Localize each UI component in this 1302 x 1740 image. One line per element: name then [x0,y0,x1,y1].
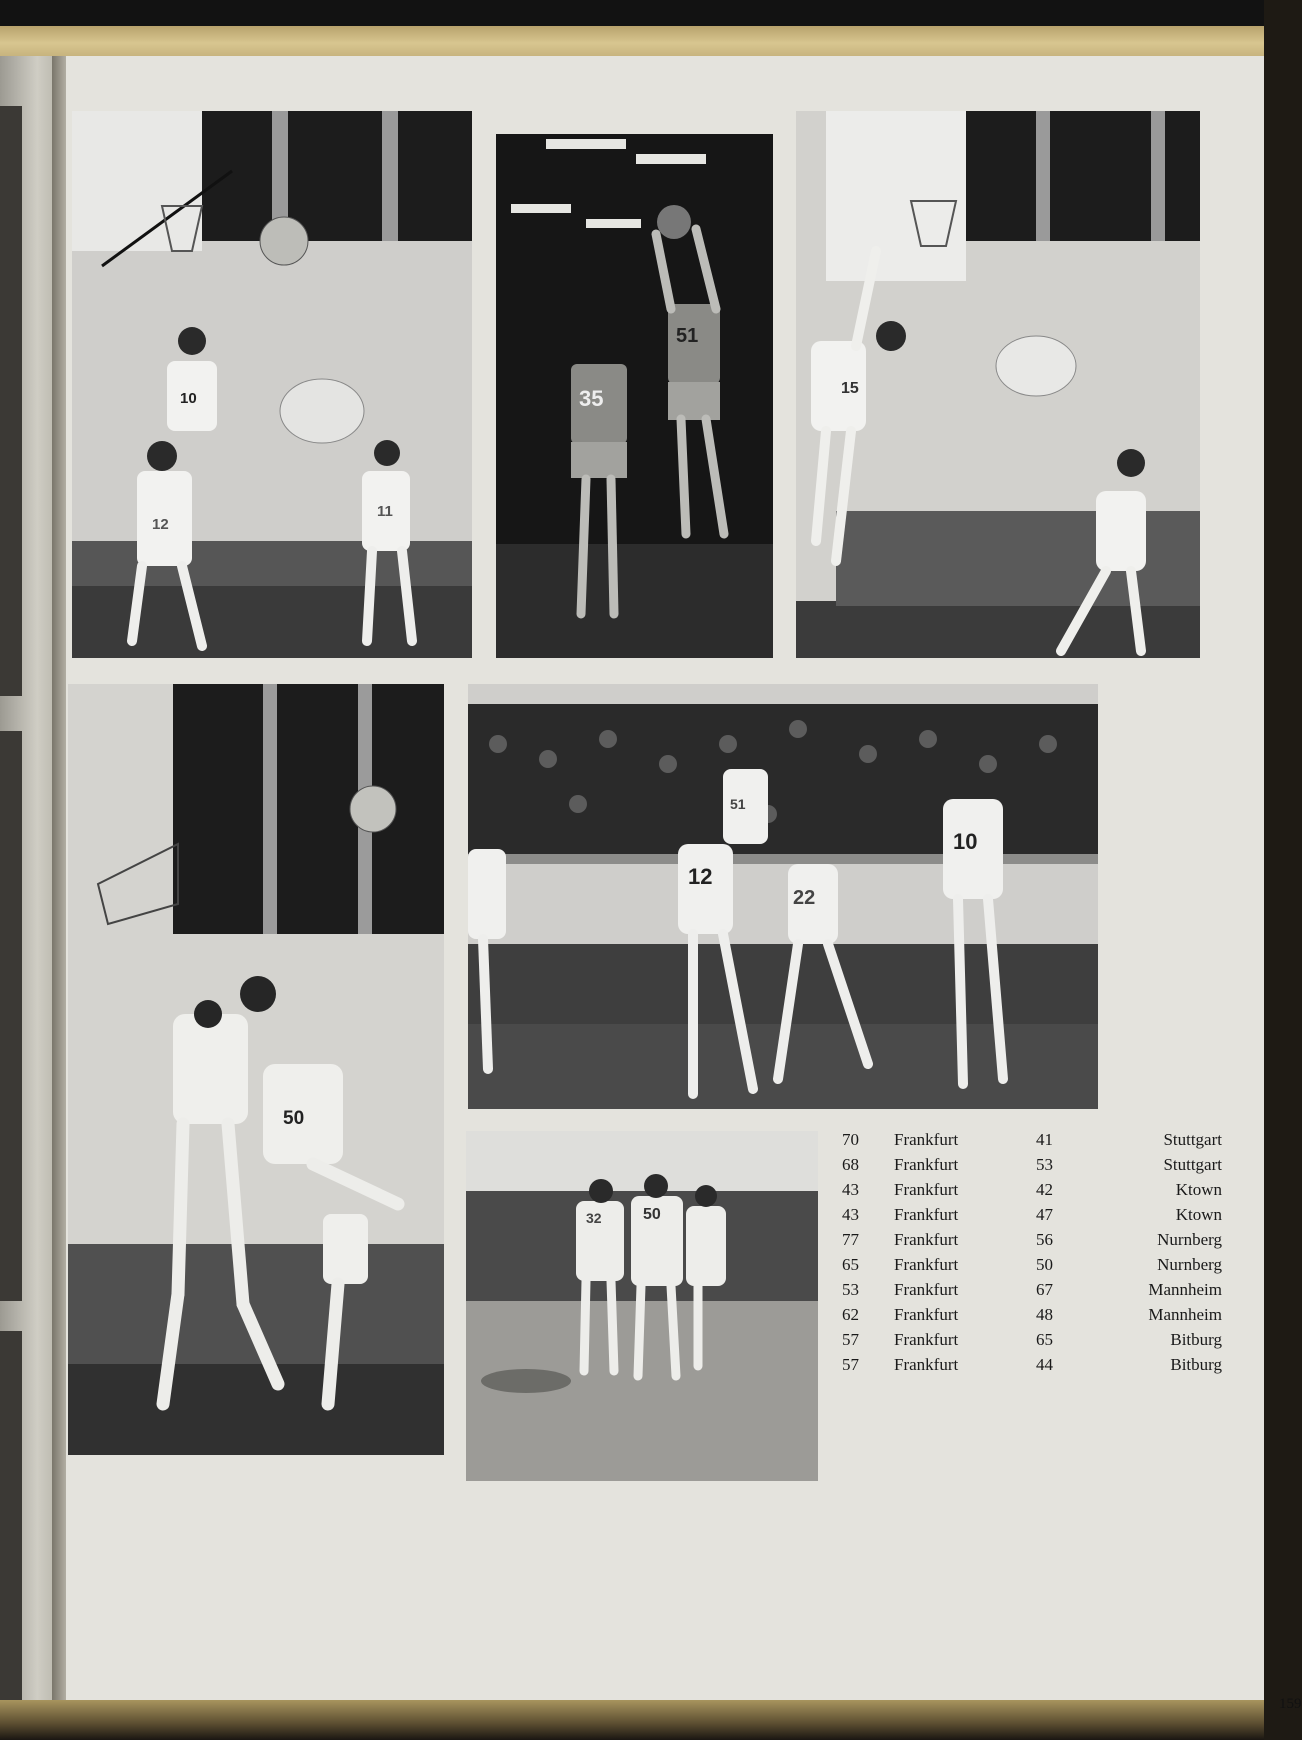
frankfurt-name: Frankfurt [894,1305,959,1324]
jersey-number: 51 [730,796,746,812]
frankfurt-score: 57 [842,1355,859,1374]
book-binding-bottom [0,1700,1264,1740]
frankfurt-name: Frankfurt [894,1180,959,1199]
jersey-number: 10 [953,829,978,854]
frankfurt-score: 57 [842,1330,859,1349]
left-page-photo-edge [0,1331,22,1711]
opponent-name: Bitburg [1170,1330,1222,1349]
opponent-score: 50 [1036,1255,1053,1274]
score-row [838,1305,1222,1330]
opponent-name: Nurnberg [1157,1230,1222,1249]
score-row [838,1205,1222,1230]
frankfurt-score: 53 [842,1280,859,1299]
left-page-photo-edge [0,106,22,696]
frankfurt-score: 68 [842,1155,859,1174]
score-row [838,1280,1222,1305]
score-row [838,1330,1222,1355]
book-binding-top [0,26,1264,60]
frankfurt-name: Frankfurt [894,1255,959,1274]
opponent-score: 56 [1036,1230,1053,1249]
season-scores-table [838,1130,1222,1380]
opponent-score: 42 [1036,1180,1053,1199]
opponent-name: Mannheim [1148,1280,1222,1299]
yearbook-page [66,56,1302,1712]
photo-jump-shot-top-center [496,134,773,658]
photo-layup-top-right [796,111,1200,658]
score-row [838,1355,1222,1380]
opponent-score: 53 [1036,1155,1053,1174]
opponent-name: Bitburg [1170,1355,1222,1374]
jersey-number: 22 [793,887,816,909]
frankfurt-name: Frankfurt [894,1280,959,1299]
score-row [838,1155,1222,1180]
opponent-name: Nurnberg [1157,1255,1222,1274]
frankfurt-score: 62 [842,1305,859,1324]
opponent-name: Stuttgart [1163,1130,1222,1149]
opponent-score: 67 [1036,1280,1053,1299]
opponent-score: 44 [1036,1355,1053,1374]
frankfurt-score: 70 [842,1130,859,1149]
jersey-number: 12 [152,516,169,533]
jersey-number: 50 [643,1206,661,1223]
frankfurt-name: Frankfurt [894,1230,959,1249]
jersey-number: 51 [676,325,699,347]
frankfurt-name: Frankfurt [894,1155,959,1174]
photo-huddle-bottom [466,1131,818,1481]
opponent-name: Ktown [1175,1205,1222,1224]
frankfurt-name: Frankfurt [894,1355,959,1374]
photo-shot-middle-left [68,684,444,1455]
score-row [838,1180,1222,1205]
frankfurt-score: 43 [842,1180,859,1199]
frankfurt-name: Frankfurt [894,1205,959,1224]
photo-rebound-top-left [72,111,472,658]
score-row [838,1130,1222,1155]
opponent-name: Stuttgart [1163,1155,1222,1174]
jersey-number: 12 [688,864,713,889]
frankfurt-name: Frankfurt [894,1130,959,1149]
jersey-number: 50 [283,1108,305,1129]
jersey-number: 35 [579,386,604,411]
opponent-name: Ktown [1175,1180,1222,1199]
opponent-score: 47 [1036,1205,1053,1224]
opponent-score: 48 [1036,1305,1053,1324]
jersey-number: 11 [377,503,393,520]
frankfurt-name: Frankfurt [894,1330,959,1349]
jersey-number: 10 [180,390,197,407]
page-number: 159 [1279,1696,1302,1712]
frankfurt-score: 65 [842,1255,859,1274]
frankfurt-score: 43 [842,1205,859,1224]
photo-jump-ball-middle-right [468,684,1098,1109]
score-row [838,1230,1222,1255]
jersey-number: 32 [586,1210,602,1226]
opponent-score: 41 [1036,1130,1053,1149]
jersey-number: 15 [841,380,859,397]
opponent-score: 65 [1036,1330,1053,1349]
frankfurt-score: 77 [842,1230,859,1249]
opponent-name: Mannheim [1148,1305,1222,1324]
left-page-photo-edge [0,731,22,1301]
score-row [838,1255,1222,1280]
